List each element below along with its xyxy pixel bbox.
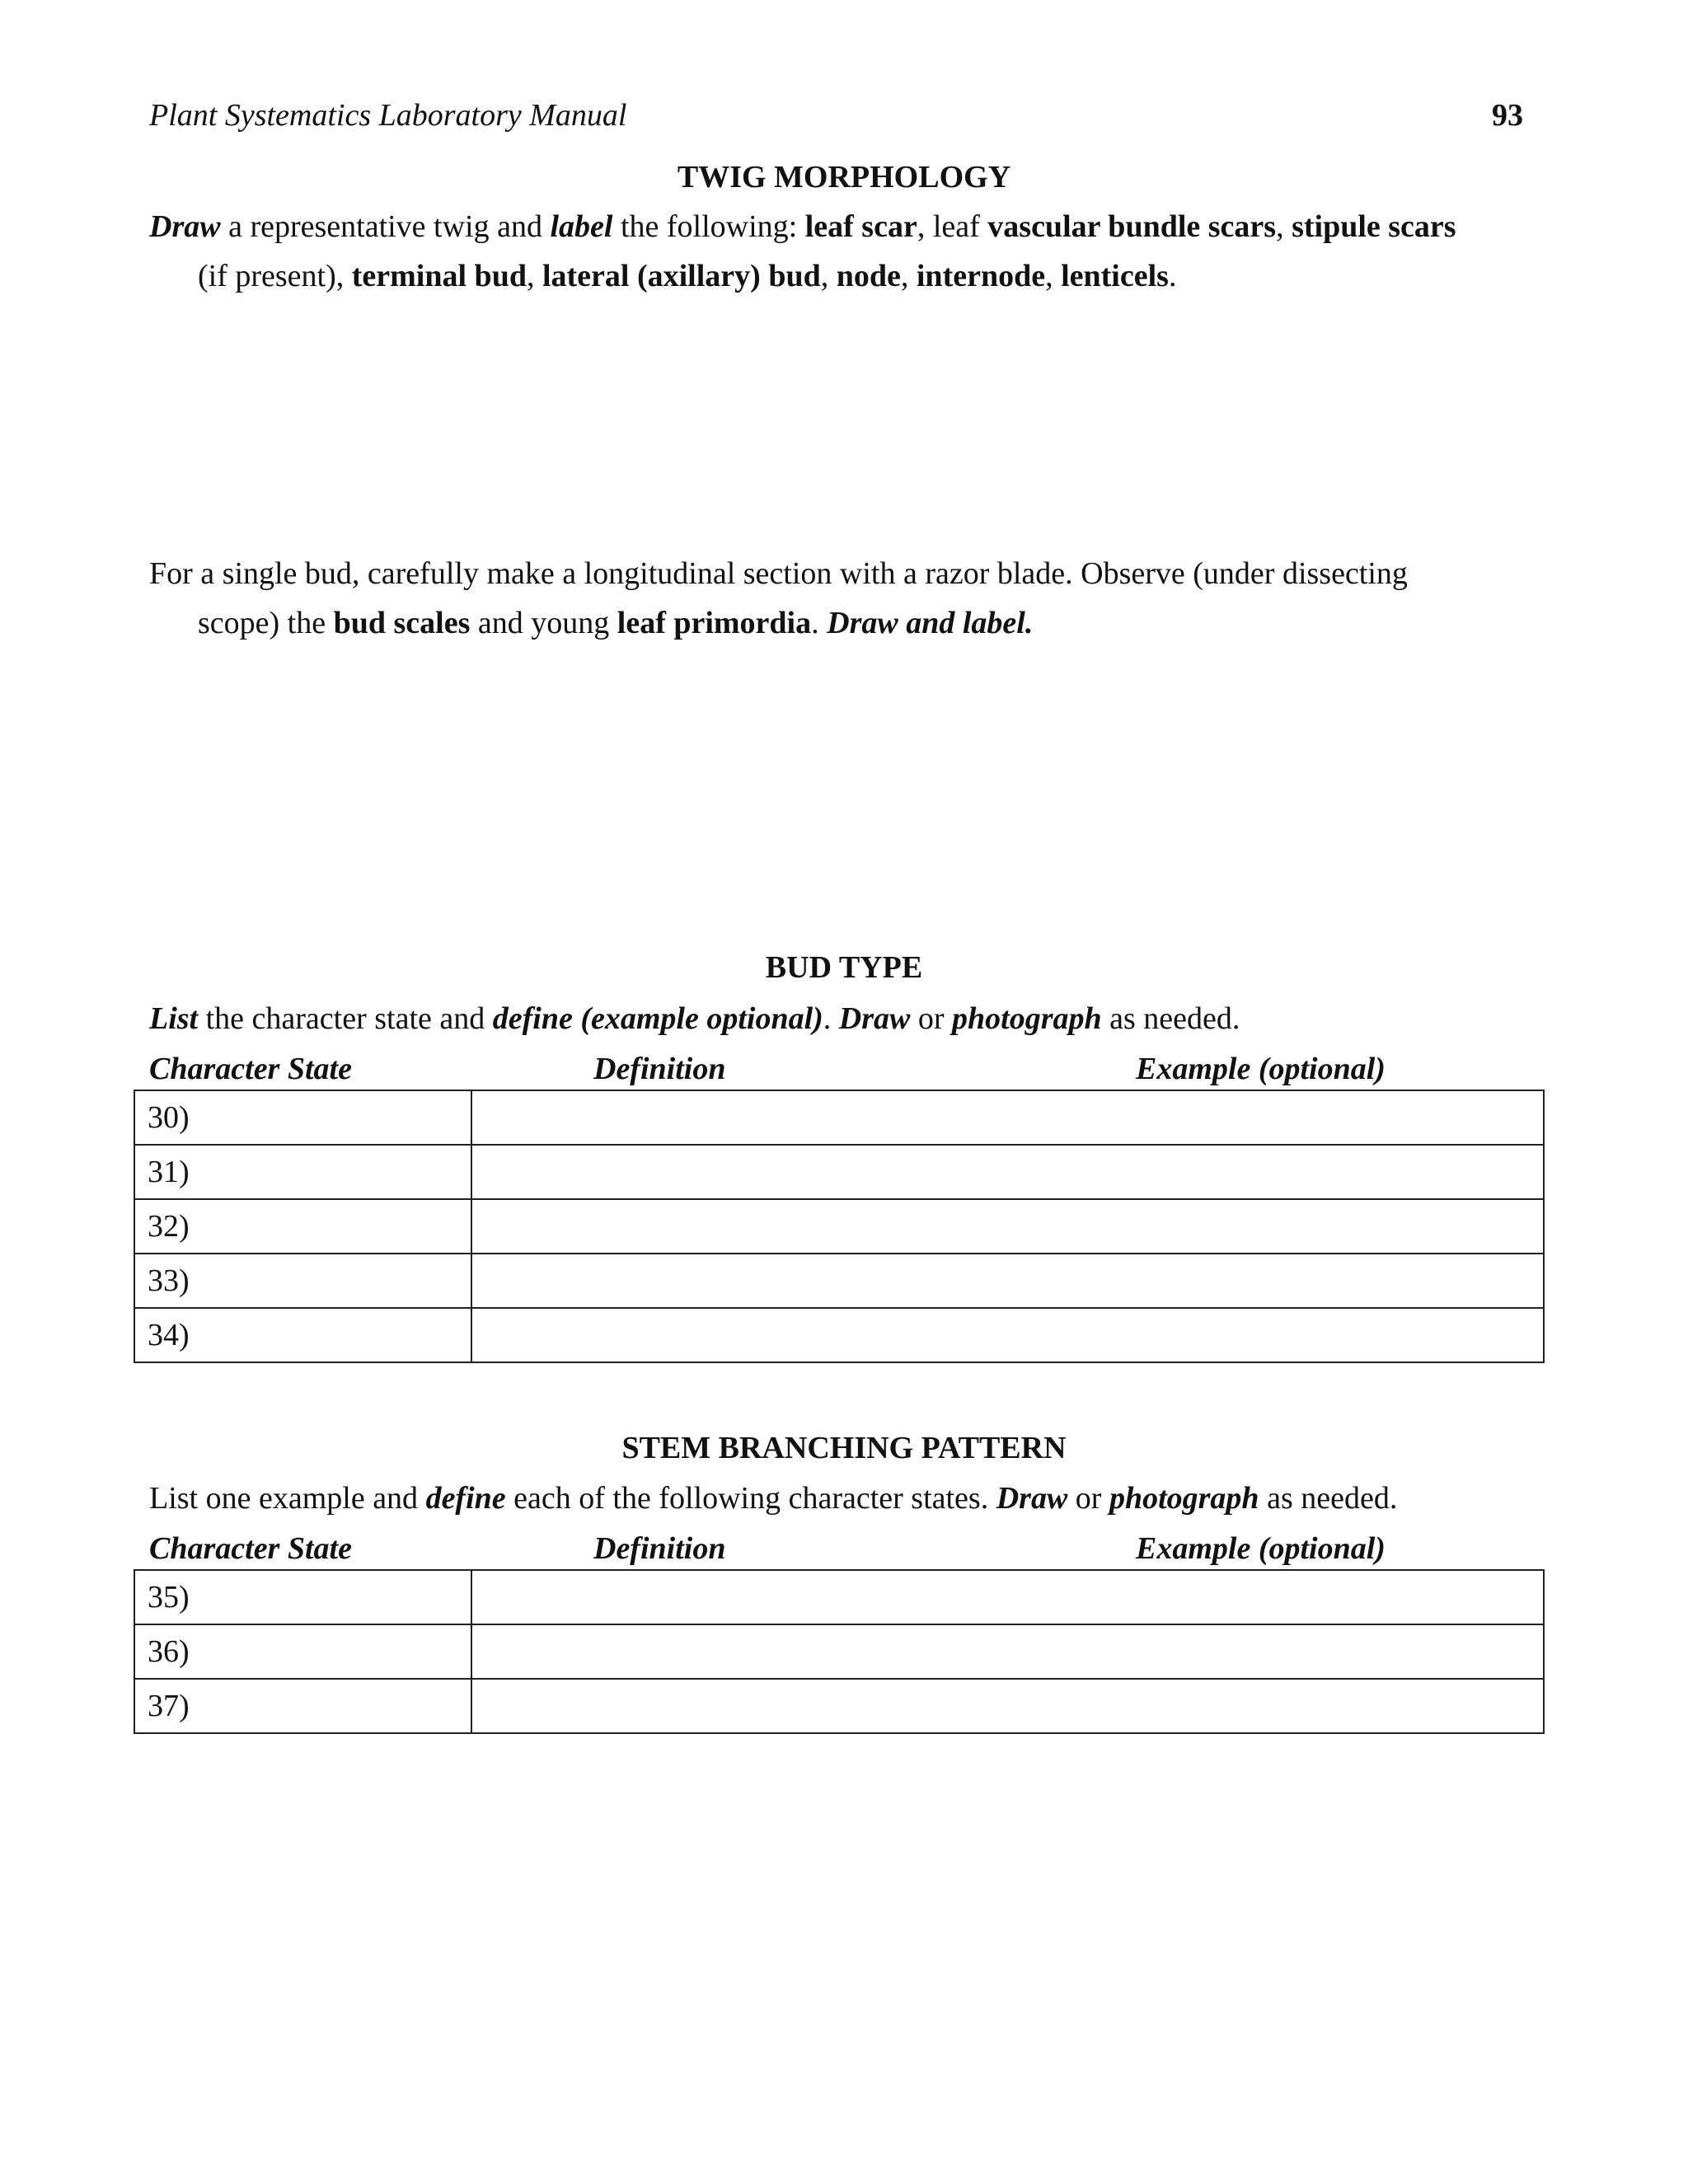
text-run: , [1276,209,1292,244]
text-run: , [526,259,542,293]
text-run: as needed. [1101,1001,1240,1036]
define-emphasis: define (example optional) [492,1001,823,1036]
text-run: a representative twig and [220,209,551,244]
table-row [134,1679,1544,1733]
character-state-number: 35) [134,1570,471,1624]
term-lenticels: lenticels [1061,259,1169,293]
table-row [134,1090,1544,1145]
stem-branching-column-headers [149,1530,1542,1572]
column-header-example: Example (optional) [1136,1531,1386,1566]
table-row [134,1308,1544,1362]
definition-cell[interactable] [471,1679,1544,1733]
stem-branching-heading: STEM BRANCHING PATTERN [621,1431,1067,1465]
text-run: (if present), [198,259,352,293]
text-run: the following: [612,209,805,244]
column-header-definition: Definition [593,1052,726,1086]
text-run: and young [470,606,617,640]
character-state-number: 33) [134,1254,471,1308]
table-row [134,1570,1544,1624]
text-run: . [811,606,828,640]
text-run: , leaf [917,209,988,244]
photograph-emphasis: photograph [952,1001,1102,1036]
column-header-character-state: Character State [149,1052,352,1086]
twig-instructions-line-1 [149,202,1542,251]
character-state-number: 32) [134,1199,471,1254]
definition-cell[interactable] [471,1145,1544,1199]
term-internode: internode [916,259,1046,293]
character-state-number: 31) [134,1145,471,1199]
text-run: the character state and [198,1001,493,1036]
draw-and-label-emphasis: Draw and label. [827,606,1034,640]
term-stipule-scars: stipule scars [1292,209,1456,244]
text-run: as needed. [1259,1481,1398,1516]
label-emphasis: label [550,209,613,244]
bud-type-instructions-line [149,994,1542,1043]
term-bud-scales: bud scales [333,606,471,640]
column-header-example: Example (optional) [1136,1052,1386,1086]
page-number: 93 [1492,98,1523,133]
text-run: , [1045,259,1062,293]
stem-branching-instructions [149,1474,1542,1523]
text-run: . [823,1001,839,1036]
definition-cell[interactable] [471,1570,1544,1624]
definition-cell[interactable] [471,1254,1544,1308]
text-run: scope) the [198,606,334,640]
define-emphasis: define [425,1481,506,1516]
bud-type-table [134,1090,1545,1363]
character-state-number: 30) [134,1090,471,1145]
column-header-character-state: Character State [149,1531,352,1566]
term-leaf-primordia: leaf primordia [617,606,812,640]
bud-section-line-2 [149,598,1542,648]
twig-morphology-heading: TWIG MORPHOLOGY [677,160,1011,194]
term-node: node [836,259,901,293]
text-run: List one example and [149,1481,426,1516]
draw-emphasis: Draw [838,1001,911,1036]
term-vascular-bundle-scars: vascular bundle scars [987,209,1277,244]
character-state-number: 37) [134,1679,471,1733]
text-run: each of the following character states. [505,1481,996,1516]
text-run: or [1067,1481,1109,1516]
table-row [134,1254,1544,1308]
stem-branching-instructions-line [149,1474,1542,1523]
bud-type-heading: BUD TYPE [765,950,923,985]
stem-branching-table [134,1569,1545,1734]
bud-type-instructions [149,994,1542,1043]
manual-title: Plant Systematics Laboratory Manual [149,98,627,133]
table-row [134,1145,1544,1199]
twig-instructions [149,202,1542,301]
draw-emphasis: Draw [996,1481,1068,1516]
list-emphasis: List [149,1001,199,1036]
term-leaf-scar: leaf scar [804,209,917,244]
text-run: , [820,259,837,293]
photograph-emphasis: photograph [1109,1481,1259,1516]
bud-type-column-headers [149,1051,1542,1092]
definition-cell[interactable] [471,1199,1544,1254]
character-state-number: 34) [134,1308,471,1362]
bud-section-line-1: For a single bud, carefully make a longitudinal section with a razor blade. Observe (under dissecting [149,556,1408,591]
term-lateral-bud: lateral (axillary) bud [542,259,821,293]
draw-emphasis: Draw [149,209,221,244]
definition-cell[interactable] [471,1090,1544,1145]
text-run: or [910,1001,953,1036]
text-run: . [1168,259,1177,293]
text-run: , [900,259,917,293]
definition-cell[interactable] [471,1308,1544,1362]
term-terminal-bud: terminal bud [351,259,527,293]
twig-instructions-line-2 [149,251,1542,301]
bud-section-instructions [149,549,1542,648]
definition-cell[interactable] [471,1624,1544,1679]
character-state-number: 36) [134,1624,471,1679]
column-header-definition: Definition [593,1531,726,1566]
table-row [134,1199,1544,1254]
table-row [134,1624,1544,1679]
